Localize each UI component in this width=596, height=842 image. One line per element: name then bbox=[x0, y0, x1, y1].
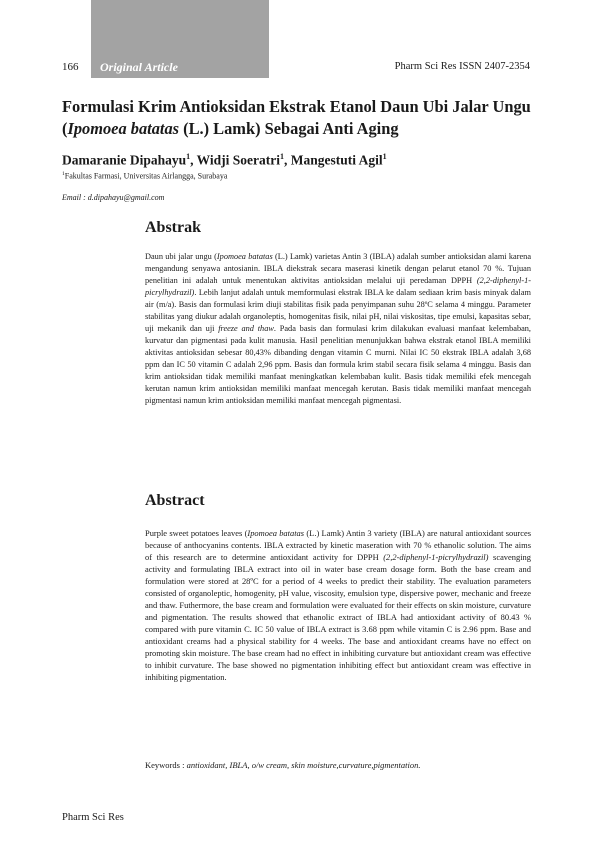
author-list: Damaranie Dipahayu$^1$, Widji Soeratri$^1$, Mangestuti Agil$^1$ bbox=[62, 152, 387, 168]
page-number: 166 bbox=[62, 61, 79, 73]
author-name: Mangestuti Agil bbox=[290, 152, 383, 168]
abstract-heading: Abstract bbox=[145, 492, 205, 509]
abstrak-text: Daun ubi jalar ungu (Ipomoea batatas (L.) Lamk) varietas Antin 3 (IBLA) adalah sumber antioksidan alami karena mengandung senyawa antosianin. IBLA diekstrak secara maserasi kinetik dengan pelarut etanol 70 %. Tujuan penelitian ini adalah untuk menentukan aktivitas antioksidan melalui uji peredaman DPPH (2,2-diphenyl-1-picrylhydrazil). Lebih lanjut adalah untuk memformulasi ekstrak IBLA ke dalam sediaan krim basis minyak dalam air (m/a). Basis dan formulasi krim diuji stabilitas fisik pada penyimpanan suhu 28ºC selama 4 minggu. Parameter stabilitas yang diukur adalah organoleptis, homogenitas fisik, nilai pH, nilai viskositas, tipe emulsi, kapasitas sebar, uji mekanik dan uji freeze and thaw. Pada basis dan formulasi krim dilakukan evaluasi manfaat kelembaban, kurvatur dan pigmentasi pada kulit manusia. Hasil penelitian menunjukkan bahwa ekstrak etanol IBLA memiliki aktivitas antioksidan sebesar 80,43% dibanding dengan vitamin C murni. Nilai IC 50 ekstrak IBLA adalah 3,68 ppm dan IC 50 vitamin C adalah 2,96 ppm. Basis dan formula krim stabil secara fisik selama 4 minggu. Basis dan krim antioksidan tidak memiliki manfaat meningkatkan kelembaban kulit. Basis tidak memiliki efek mencegah kerutan namun krim antioksidan memiliki manfaat mencegah kerutan. Basis tidak memiliki manfaat mencegah pigmentasi namun krim antioksidan memiliki manfaat mencegah pigmentasi. bbox=[145, 252, 531, 405]
abstrak-heading: Abstrak bbox=[145, 219, 202, 236]
keywords-values: antioxidant, IBLA, o/w cream, skin moisture,curvature,pigmentation. bbox=[186, 760, 421, 770]
affiliation: $^1$Fakultas Farmasi, Universitas Airlangga, Surabaya bbox=[62, 171, 228, 181]
page-footer: Pharm Sci Res bbox=[62, 812, 124, 823]
author-name: Widji Soeratri bbox=[196, 152, 281, 168]
article-type-label: Original Article bbox=[100, 60, 178, 74]
keywords-label: Keywords : bbox=[145, 760, 187, 770]
title-species-name: Ipomoea batatas bbox=[67, 119, 180, 138]
author-name: Damaranie Dipahayu bbox=[62, 152, 187, 168]
journal-header: Pharm Sci Res ISSN 2407-2354 bbox=[394, 61, 530, 72]
abstract-text: Purple sweet potatoes leaves (Ipomoea batatas (L.) Lamk) Antin 3 variety (IBLA) are natural antioxidant sources because of anthocyanins contents. IBLA extracted by kinetic maseration with 70 % ethanolic solution. The aims of this research are to determine antioxidant activity for DPPH (2,2-diphenyl-1-picrylhydrazil) scavenging activity and formulating IBLA extract into oil in water base cream dosage form. Both the base cream and formulation were stored at 28ºC for a period of 4 weeks to predict their stability. The evaluation parameters consisted of organoleptic, homogenity, pH value, viscosity, emulsion type, dispersive power, mechanic and freeze and thaw. Futhermore, the base cream and formulation were evaluated for their effects on skin moisture, curvature and pigmentation. The results showed that ethanolic extract of IBLA had antioxidant activity of 80.43 % compared with pure vitamin C. IC 50 value of IBLA extract is 3.68 ppm while vitamin C is 2.96 ppm. Base and antioxidant creams had a physical stability for 4 weeks. The base and antioxidant creams have no effect on promoting skin moisture. The base cream had no effect in inhibiting curvature but antioxidant cream was effective to inhibit curvature. The base showed no pigmentation inhibiting effect but antioxidant cream was effective in inhibiting pigmentation. bbox=[145, 528, 532, 682]
keywords bbox=[145, 760, 421, 770]
author-email: Email : d.dipahayu@gmail.com bbox=[62, 193, 165, 202]
paper-title: Formulasi Krim Antioksidan Ekstrak Etanol Daun Ubi Jalar Ungu (Ipomoea batatas (L.) Lamk) Sebagai Anti Aging bbox=[62, 97, 531, 138]
